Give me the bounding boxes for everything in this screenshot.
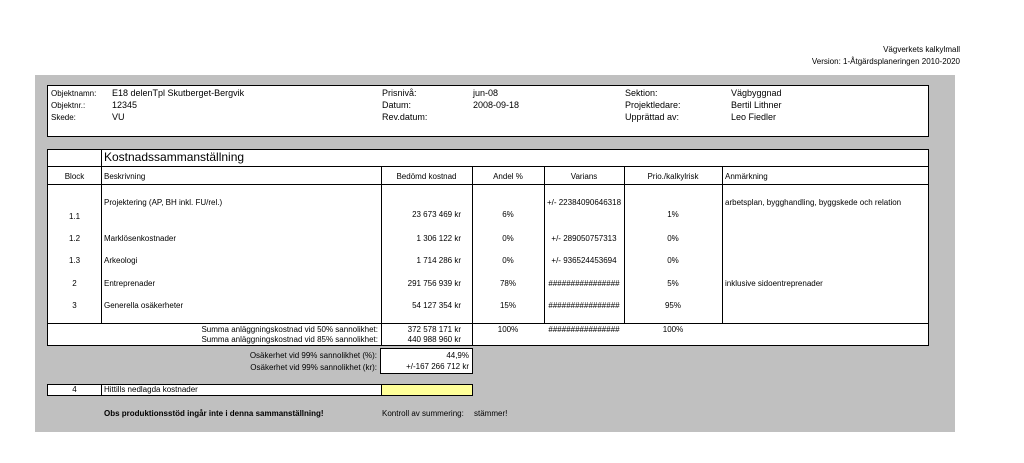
table-row-cost: 1 306 122 kr <box>416 234 461 243</box>
objektnamn-value: E18 delenTpl Skutberget-Bergvik <box>112 88 245 98</box>
col-prio: Prio./kalkylrisk <box>647 172 699 181</box>
projektledare-value: Bertil Lithner <box>731 100 782 110</box>
block4-desc: Hittills nedlagda kostnader <box>104 385 198 394</box>
table-row-block: 3 <box>72 301 77 310</box>
cost-summary-table <box>47 149 929 346</box>
uncertainty-kr-value: +/-167 266 712 kr <box>406 362 469 371</box>
template-version: Version: 1-Åtgärdsplaneringen 2010-2020 <box>811 57 960 66</box>
col-block: Block <box>64 172 85 181</box>
table-row-desc: Marklösenkostnader <box>104 234 177 243</box>
table-row-note: inklusive sidoentreprenader <box>725 279 823 288</box>
table-row-share: 6% <box>502 210 514 219</box>
table-row-prio: 95% <box>664 301 681 310</box>
table-row-prio: 0% <box>667 256 679 265</box>
skede-label: Skede: <box>51 113 76 122</box>
col-varians: Varians <box>570 172 598 181</box>
sum50-variance: ################ <box>548 325 620 334</box>
table-row-prio: 1% <box>667 210 679 219</box>
table-row-note: arbetsplan, bygghandling, byggskede och relation <box>725 198 902 207</box>
sum50-share: 100% <box>497 325 519 334</box>
table-row-desc: Arkeologi <box>104 256 138 265</box>
upprattad-value: Leo Fiedler <box>731 112 777 122</box>
table-row-share: 78% <box>499 279 516 288</box>
block4-row <box>47 384 473 396</box>
table-row-cost: 1 714 286 kr <box>416 256 461 265</box>
table-row-cost: 291 756 939 kr <box>407 279 461 288</box>
table-row-cost: 54 127 354 kr <box>412 301 461 310</box>
prisniva-label: Prisnivå: <box>382 88 417 98</box>
objektnr-value: 12345 <box>112 100 138 110</box>
uncertainty-pct-label: Osäkerhet vid 99% sannolikhet (%): <box>249 351 377 360</box>
uncertainty-pct-value: 44,9% <box>446 351 469 360</box>
table-row-variance: +/- 289050757313 <box>551 234 617 243</box>
calculation-sheet <box>35 75 955 432</box>
project-info-box <box>47 85 929 137</box>
sum50-label: Summa anläggningskostnad vid 50% sannolikhet: <box>201 325 378 334</box>
sektion-label: Sektion: <box>625 88 658 98</box>
table-row-desc: Projektering (AP, BH inkl. FU/rel.) <box>104 198 223 207</box>
table-row-prio: 0% <box>667 234 679 243</box>
table-row-block: 1.2 <box>68 234 81 243</box>
uncertainty-kr-label: Osäkerhet vid 99% sannolikhet (kr): <box>250 363 377 372</box>
table-row-desc: Generella osäkerheter <box>104 301 184 310</box>
datum-value: 2008-09-18 <box>473 100 520 110</box>
col-andel: Andel % <box>493 172 523 181</box>
projektledare-label: Projektledare: <box>625 100 681 110</box>
table-row-variance: +/- 22384090646318 <box>546 198 622 207</box>
col-beskrivning: Beskrivning <box>104 172 146 181</box>
revdatum-label: Rev.datum: <box>382 112 428 122</box>
objektnr-label: Objektnr.: <box>51 101 86 110</box>
sum85-value: 440 988 960 kr <box>407 335 461 344</box>
table-row-variance: ################ <box>548 301 620 310</box>
sum50-value: 372 578 171 kr <box>407 325 461 334</box>
objektnamn-label: Objektnamn: <box>51 89 97 98</box>
table-row-prio: 5% <box>667 279 679 288</box>
table-row-block: 1.3 <box>68 256 81 265</box>
col-bedomd-kostnad: Bedömd kostnad <box>396 172 457 181</box>
col-anmarkning: Anmärkning <box>725 172 768 181</box>
check-value: stämmer! <box>474 409 508 418</box>
sum50-prio: 100% <box>662 325 684 334</box>
block4-number: 4 <box>72 385 77 394</box>
skede-value: VU <box>112 112 125 122</box>
table-row-variance: +/- 936524453694 <box>551 256 617 265</box>
block4-cost-input[interactable] <box>382 385 472 395</box>
upprattad-label: Upprättad av: <box>625 112 680 122</box>
table-row-block: 1.1 <box>68 212 81 221</box>
table-row-share: 0% <box>502 234 514 243</box>
table-row-cost: 23 673 469 kr <box>412 210 461 219</box>
sektion-value: Vägbyggnad <box>731 88 782 98</box>
table-row-share: 0% <box>502 256 514 265</box>
table-row-block: 2 <box>72 279 77 288</box>
production-note: Obs produktionsstöd ingår inte i denna sammanställning! <box>104 409 324 418</box>
table-row-desc: Entreprenader <box>104 279 156 288</box>
table-title: Kostnadssammanställning <box>104 150 245 164</box>
prisniva-value: jun-08 <box>473 88 499 98</box>
template-name: Vägverkets kalkylmall <box>883 45 960 54</box>
uncertainty-box <box>380 348 473 374</box>
datum-label: Datum: <box>382 100 412 110</box>
check-label: Kontroll av summering: <box>382 409 464 418</box>
table-row-variance: ################ <box>548 279 620 288</box>
table-row-share: 15% <box>499 301 516 310</box>
sum85-label: Summa anläggningskostnad vid 85% sannolikhet: <box>201 335 378 344</box>
